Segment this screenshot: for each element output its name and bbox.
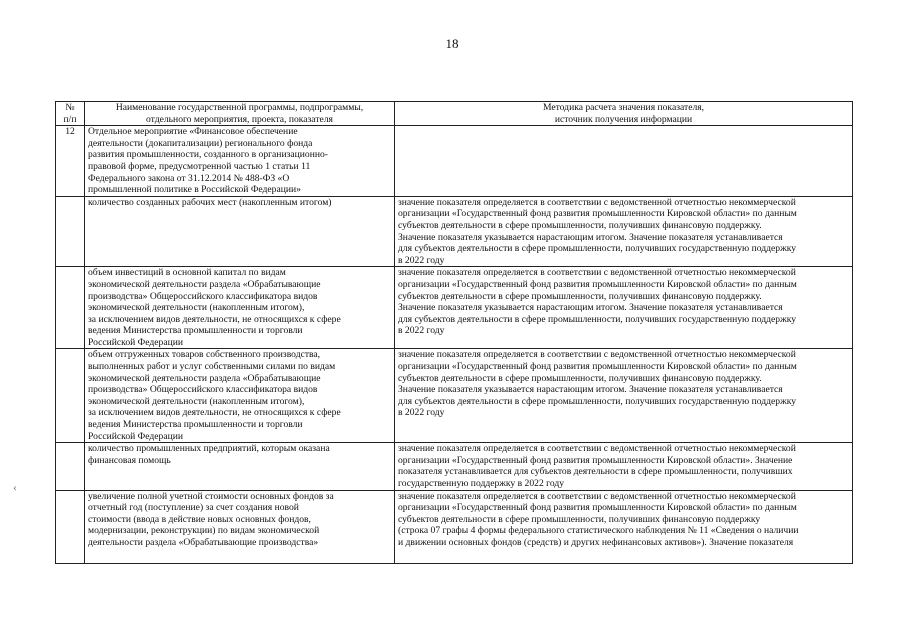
indicator-name-line: производства» Общероссийского классификатора видов — [88, 290, 318, 302]
indicator-name-line: увеличение полной учетной стоимости основных фондов за — [88, 490, 334, 502]
indicator-name-line: количество созданных рабочих мест (накопленным итогом) — [88, 196, 332, 208]
calculation-method-line: Значение показателя указывается нарастающим итогом. Значение показателя устанавливается — [398, 302, 783, 314]
calculation-method-line: значение показателя определяется в соответствии с ведомственной отчетностью некоммерческой — [398, 196, 796, 208]
calculation-method-line: субъектов деятельности в сфере промышленности, получивших финансовую поддержку. — [398, 219, 762, 231]
row-number — [56, 349, 85, 443]
calculation-method-line: организации «Государственный фонд развития промышленности Кировской области». Значение — [398, 454, 793, 466]
indicator-name — [85, 443, 395, 490]
row-number — [56, 267, 85, 349]
page-number: 18 — [445, 36, 459, 51]
header-name — [85, 102, 395, 126]
indicator-name-line: Российской Федерации — [88, 430, 183, 442]
header-line: отдельного мероприятия, проекта, показателя — [146, 113, 333, 125]
table-row — [56, 443, 853, 490]
calculation-method-line: в 2022 году — [398, 407, 445, 419]
indicator-name-line: промышленной политике в Российской Федерации» — [88, 184, 301, 196]
row-number — [56, 490, 85, 563]
calculation-method-line: для субъектов деятельности в сфере промышленности, получивших государственную поддержку — [398, 243, 797, 255]
calculation-method-line: субъектов деятельности в сфере промышленности, получивших финансовую поддержку. — [398, 372, 762, 384]
table-row — [56, 126, 853, 197]
indicator-name — [85, 126, 395, 197]
calculation-method-line: (строка 07 графы 4 формы федерального статистического наблюдения № 11 «Сведения о наличии — [398, 525, 799, 537]
calculation-method-line: значение показателя определяется в соответствии с ведомственной отчетностью некоммерческой — [398, 349, 796, 361]
calculation-method-line: государственную поддержку в 2022 году — [398, 478, 565, 489]
calculation-method — [395, 126, 853, 197]
calculation-method-line: значение показателя определяется в соответствии с ведомственной отчетностью некоммерческой — [398, 443, 796, 455]
indicator-name — [85, 196, 395, 267]
calculation-method-line: организации «Государственный фонд развития промышленности Кировской области» по данным — [398, 502, 797, 514]
row-number: 12 — [56, 126, 85, 197]
indicator-name-line: за исключением видов деятельности, не относящихся к сфере — [88, 407, 341, 419]
table-row — [56, 490, 853, 563]
calculation-method-line: субъектов деятельности в сфере промышленности, получивших финансовую поддержку — [398, 513, 761, 525]
indicator-name-line: выполненных работ и услуг собственными силами по видам — [88, 361, 336, 373]
indicator-name-line: за исключением видов деятельности, не относящихся к сфере — [88, 313, 341, 325]
header-method — [395, 102, 853, 126]
indicator-name-line: Федерального закона от 31.12.2014 № 488-ФЗ «О — [88, 172, 290, 184]
indicator-name-line: Российской Федерации — [88, 336, 183, 348]
calculation-method-line: организации «Государственный фонд развития промышленности Кировской области» по данным — [398, 278, 797, 290]
indicator-name-line: деятельности раздела «Обрабатывающие производства» — [88, 536, 319, 548]
calculation-method-line: в 2022 году — [398, 254, 445, 266]
header-line: № — [65, 102, 75, 113]
calculation-method-line: показателя устанавливается для субъектов деятельности в сфере промышленности, получивших — [398, 466, 793, 478]
calculation-method-line: для субъектов деятельности в сфере промышленности, получивших государственную поддержку — [398, 395, 797, 407]
header-num — [56, 102, 85, 126]
calculation-method-line: для субъектов деятельности в сфере промышленности, получивших государственную поддержку — [398, 313, 797, 325]
indicator-name — [85, 267, 395, 349]
header-line: п/п — [63, 113, 77, 125]
indicator-name — [85, 490, 395, 563]
margin-mark: ‹ — [13, 480, 17, 494]
indicator-name-line: экономической деятельности (накопленным итогом), — [88, 302, 305, 314]
calculation-method — [395, 349, 853, 443]
calculation-method — [395, 490, 853, 563]
calculation-method-line: субъектов деятельности в сфере промышленности, получивших финансовую поддержку. — [398, 290, 762, 302]
indicator-name-line: модернизации, реконструкции) по видам экономической — [88, 525, 320, 537]
indicator-name-line: правовой форме, предусмотренной частью 1 статьи 11 — [88, 160, 311, 172]
calculation-method — [395, 443, 853, 490]
indicator-name-line: производства» Общероссийского классификатора видов — [88, 384, 318, 396]
indicator-name-line: деятельности (докапитализации) регионального фонда — [88, 137, 313, 149]
table-header-row — [56, 102, 853, 126]
indicator-name-line: ведения Министерства промышленности и торговли — [88, 325, 303, 337]
calculation-method-line: Значение показателя указывается нарастающим итогом. Значение показателя устанавливается — [398, 231, 783, 243]
calculation-method-line: Значение показателя указывается нарастающим итогом. Значение показателя устанавливается — [398, 384, 783, 396]
indicator-name — [85, 349, 395, 443]
header-line: Методика расчета значения показателя, — [542, 102, 705, 113]
indicator-name-line: финансовая помощь — [88, 454, 171, 466]
calculation-method-line: и движении основных фондов (средств) и других нефинансовых активов»). Значение показателя — [398, 536, 794, 548]
indicator-name-line: экономической деятельности раздела «Обрабатывающие — [88, 372, 321, 384]
table-row — [56, 196, 853, 267]
indicator-name-line: ведения Министерства промышленности и торговли — [88, 419, 303, 431]
calculation-method — [395, 196, 853, 267]
indicator-name-line: стоимости (ввода в действие новых основных фондов, — [88, 513, 311, 525]
indicator-name-line: экономической деятельности (накопленным итогом), — [88, 395, 305, 407]
indicator-name-line: развития промышленности, созданного в организационно- — [88, 149, 328, 161]
calculation-method — [395, 267, 853, 349]
indicator-name-line: количество промышленных предприятий, которым оказана — [88, 443, 330, 455]
calculation-method-line: организации «Государственный фонд развития промышленности Кировской области» по данным — [398, 361, 797, 373]
indicator-name-line: объем инвестиций в основной капитал по видам — [88, 267, 286, 279]
header-line: Наименование государственной программы, подпрограммы, — [115, 102, 364, 113]
table-row — [56, 267, 853, 349]
calculation-method-line: в 2022 году — [398, 325, 445, 337]
calculation-method-line: организации «Государственный фонд развития промышленности Кировской области» по данным — [398, 208, 797, 220]
indicator-name-line: отчетный год (поступление) за счет создания новой — [88, 502, 299, 514]
indicator-name-line: Отдельное мероприятие «Финансовое обеспечение — [88, 126, 298, 138]
row-number — [56, 443, 85, 490]
calculation-method-line: значение показателя определяется в соответствии с ведомственной отчетностью некоммерческой — [398, 490, 796, 502]
header-line: источник получения информации — [554, 113, 693, 125]
indicators-table — [55, 101, 853, 564]
indicator-name-line: экономической деятельности раздела «Обрабатывающие — [88, 278, 321, 290]
calculation-method-line: значение показателя определяется в соответствии с ведомственной отчетностью некоммерческой — [398, 267, 796, 279]
table-row — [56, 349, 853, 443]
row-number — [56, 196, 85, 267]
indicator-name-line: объем отгруженных товаров собственного производства, — [88, 349, 321, 361]
